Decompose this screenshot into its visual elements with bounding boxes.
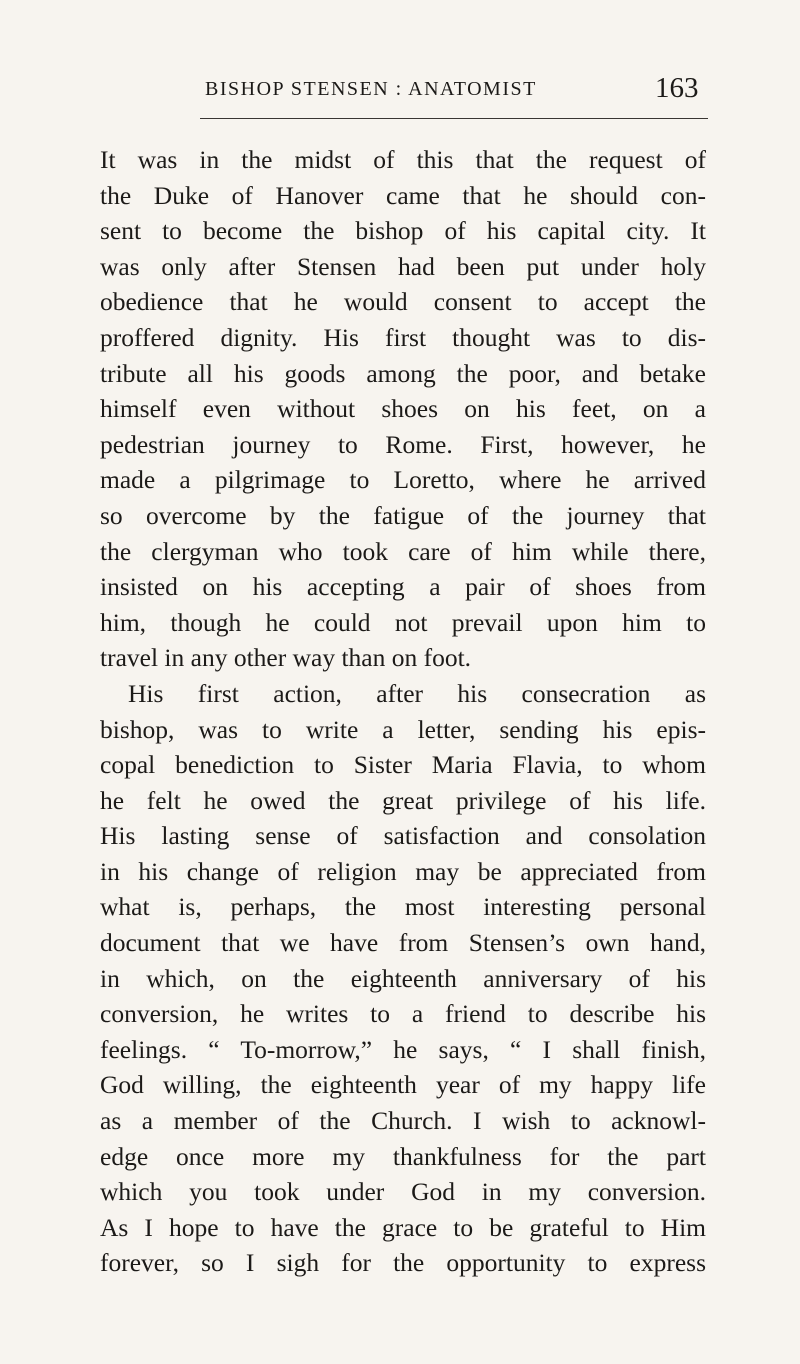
text-line: conversion, he writes to a friend to describe his	[100, 999, 706, 1029]
text-line: His first action, after his consecration as	[128, 678, 706, 708]
text-line: in his change of religion may be appreciated from	[100, 856, 706, 886]
text-line: the clergyman who took care of him while there,	[100, 536, 706, 566]
text-line: himself even without shoes on his feet, on a	[100, 394, 706, 424]
text-line: he felt he owed the great privilege of his life.	[100, 785, 706, 815]
body-text	[100, 142, 706, 1281]
running-title: BISHOP STENSEN : ANATOMIST	[205, 78, 537, 100]
text-line: so overcome by the fatigue of the journey that	[100, 500, 706, 530]
text-line: made a pilgrimage to Loretto, where he arrived	[100, 465, 706, 495]
text-line: him, though he could not prevail upon him to	[100, 607, 706, 637]
text-line: forever, so I sigh for the opportunity to express	[100, 1248, 706, 1278]
header-rule	[200, 118, 708, 119]
text-line: the Duke of Hanover came that he should con-	[100, 180, 706, 210]
text-line: copal benediction to Sister Maria Flavia, to whom	[100, 750, 706, 780]
text-line: bishop, was to write a letter, sending his epis-	[100, 714, 706, 744]
text-line: As I hope to have the grace to be grateful to Him	[100, 1212, 706, 1242]
text-line: obedience that he would consent to accept the	[100, 287, 706, 317]
text-line: insisted on his accepting a pair of shoes from	[100, 572, 706, 602]
text-line: edge once more my thankfulness for the part	[100, 1141, 706, 1171]
text-line: God willing, the eighteenth year of my happy life	[100, 1070, 706, 1100]
text-line: which you took under God in my conversion.	[100, 1177, 706, 1207]
text-line: pedestrian journey to Rome. First, however, he	[100, 429, 706, 459]
text-line: in which, on the eighteenth anniversary of his	[100, 963, 706, 993]
text-line: document that we have from Stensen’s own hand,	[100, 928, 706, 958]
text-line: travel in any other way than on foot.	[100, 643, 472, 673]
text-line: feelings. “ To-morrow,” he says, “ I shall finish,	[100, 1034, 706, 1064]
text-line: what is, perhaps, the most interesting personal	[100, 892, 706, 922]
text-line: as a member of the Church. I wish to acknowl-	[100, 1106, 706, 1136]
text-line: was only after Stensen had been put under holy	[100, 251, 706, 281]
text-line: proffered dignity. His first thought was to dis-	[100, 322, 706, 352]
text-line: His lasting sense of satisfaction and consolation	[100, 821, 706, 851]
page-number: 163	[655, 72, 699, 104]
text-line: tribute all his goods among the poor, and betake	[100, 358, 706, 388]
text-line: sent to become the bishop of his capital city. It	[100, 216, 706, 246]
text-line: It was in the midst of this that the request of	[100, 145, 706, 174]
